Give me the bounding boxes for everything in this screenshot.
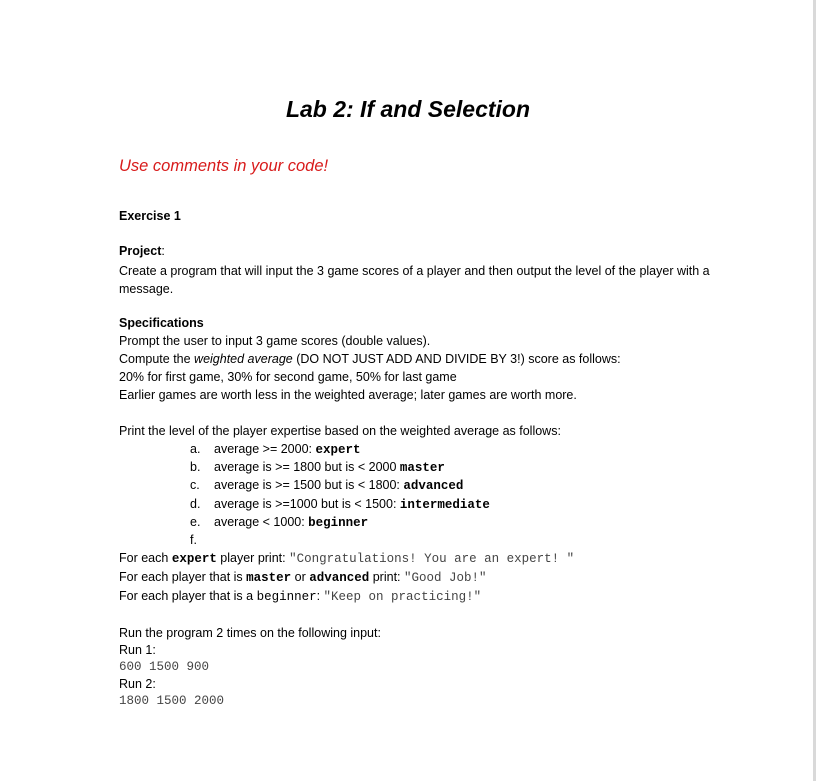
list-marker: b.: [190, 460, 201, 474]
output-message: "Keep on practicing!": [323, 590, 482, 604]
level-name: beginner: [308, 516, 369, 530]
output-message: "Good Job!": [404, 571, 487, 585]
spec-line-3: 20% for first game, 30% for second game, 50% for last game: [119, 370, 457, 384]
level-name: beginner: [256, 590, 317, 604]
list-marker: f.: [190, 533, 197, 547]
spec-line-4: Earlier games are worth less in the weighted average; later games are worth more.: [119, 388, 577, 402]
run-1-input: 600 1500 900: [119, 660, 210, 674]
list-marker: c.: [190, 478, 200, 492]
runs-intro: Run the program 2 times on the following input:: [119, 626, 381, 640]
level-condition: average is >= 1800 but is < 2000: [214, 460, 400, 474]
list-item: [214, 497, 490, 512]
run-2-label: Run 2:: [119, 677, 156, 691]
project-text: Create a program that will input the 3 game scores of a player and then output the level of the player with a message.: [119, 264, 710, 296]
level-condition: average is >=1000 but is < 1500:: [214, 497, 400, 511]
levels-intro: Print the level of the player expertise based on the weighted average as follows:: [119, 424, 561, 438]
spec-line-2-post: (DO NOT JUST ADD AND DIVIDE BY 3!) score as follows:: [292, 352, 621, 366]
spec-line-2: [119, 352, 621, 366]
project-colon: :: [161, 244, 165, 258]
exercise-heading: Exercise 1: [119, 209, 181, 223]
list-item: [214, 442, 361, 457]
level-name: expert: [315, 443, 361, 457]
level-name: advanced: [309, 571, 370, 585]
message-text: For each player that is a: [119, 589, 257, 603]
message-text: :: [316, 589, 324, 603]
level-condition: average >= 2000:: [214, 442, 316, 456]
list-item: [214, 478, 463, 493]
level-name: intermediate: [399, 498, 490, 512]
list-item: [214, 515, 368, 530]
output-message: "Congratulations! You are an expert! ": [289, 552, 575, 566]
list-item: [214, 460, 445, 475]
spec-line-2-pre: Compute the: [119, 352, 195, 366]
comments-note: Use comments in your code!: [119, 157, 329, 175]
level-name: master: [399, 461, 445, 475]
message-line-beginner: [119, 589, 481, 604]
message-text: For each: [119, 551, 172, 565]
message-text: player print:: [216, 551, 290, 565]
weighted-average-term: weighted average: [194, 352, 293, 366]
level-name: master: [246, 571, 292, 585]
message-line-expert: [119, 551, 574, 566]
project-heading: Project: [119, 244, 162, 258]
list-marker: a.: [190, 442, 201, 456]
list-marker: e.: [190, 515, 201, 529]
spec-line-1: Prompt the user to input 3 game scores (double values).: [119, 334, 431, 348]
level-name: advanced: [403, 479, 464, 493]
level-condition: average is >= 1500 but is < 1800:: [214, 478, 404, 492]
project-heading-line: [119, 244, 165, 258]
level-condition: average < 1000:: [214, 515, 309, 529]
message-text: For each player that is: [119, 570, 247, 584]
list-marker: d.: [190, 497, 201, 511]
level-name: expert: [171, 552, 217, 566]
message-line-master-advanced: [119, 570, 487, 585]
run-2-input: 1800 1500 2000: [119, 694, 225, 708]
message-text: or: [291, 570, 310, 584]
page-title: Lab 2: If and Selection: [285, 96, 531, 122]
specifications-heading: Specifications: [119, 316, 204, 330]
message-text: print:: [369, 570, 404, 584]
run-1-label: Run 1:: [119, 643, 156, 657]
